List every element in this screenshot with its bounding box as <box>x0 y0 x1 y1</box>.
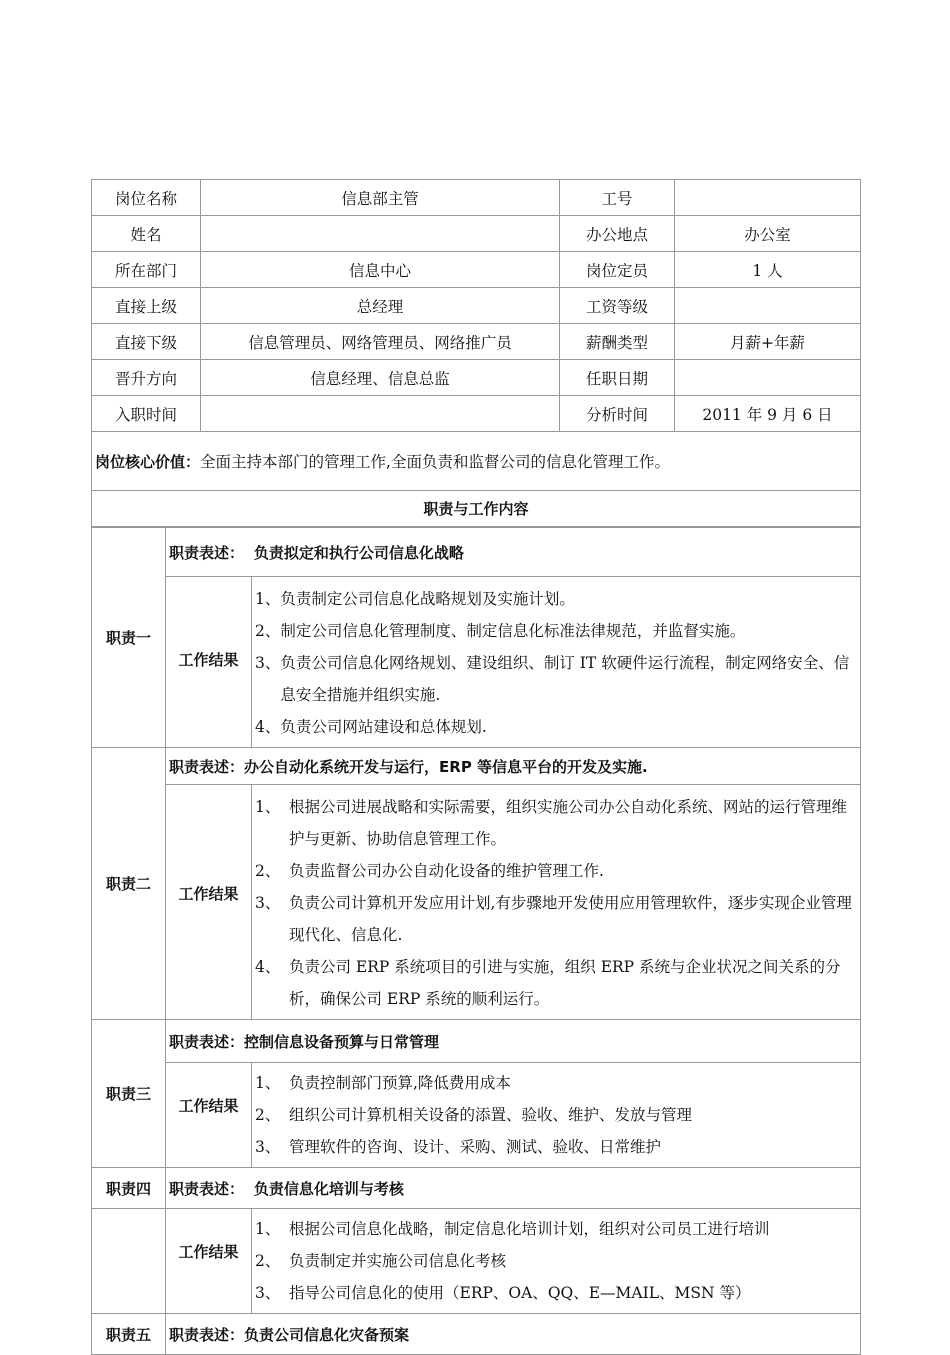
duty-description <box>166 1314 861 1355</box>
duty-name: 职责五 <box>92 1314 166 1355</box>
duty-row <box>92 748 861 785</box>
duty-description <box>166 528 861 577</box>
field-value <box>675 288 861 324</box>
item-text: 管理软件的咨询、设计、采购、测试、验收、日常维护 <box>289 1138 662 1156</box>
duty-name: 职责二 <box>92 748 166 1020</box>
list-item <box>255 1213 856 1245</box>
duty-desc-text: 负责公司信息化灾备预案 <box>244 1325 410 1344</box>
result-list <box>252 1063 861 1168</box>
item-number: 4、 <box>255 718 281 736</box>
result-label-cell <box>166 1063 252 1168</box>
item-number: 1、 <box>255 590 281 608</box>
item-text: 负责监督公司办公自动化设备的维护管理工作. <box>289 862 604 880</box>
field-label: 岗位名称 <box>92 180 201 216</box>
list-item <box>255 615 856 647</box>
item-number: 3、 <box>255 1284 281 1302</box>
field-value: 信息管理员、网络管理员、网络推广员 <box>201 324 560 360</box>
item-number: 3、 <box>255 894 281 912</box>
item-number: 4、 <box>255 958 281 976</box>
duty-description <box>166 1168 861 1209</box>
info-row <box>92 288 861 324</box>
result-label: 工作结果 <box>178 885 239 903</box>
item-text: 负责公司信息化网络规划、建设组织、制订 IT 软硬件运行流程，制定网络安全、信息安全措施并组织实施. <box>280 654 850 704</box>
result-label: 工作结果 <box>178 1097 239 1115</box>
duty-row <box>92 1020 861 1063</box>
duty-desc-text: 负责信息化培训与考核 <box>253 1179 404 1198</box>
duty-name: 职责三 <box>92 1020 166 1168</box>
list-item <box>255 1131 856 1163</box>
info-row <box>92 360 861 396</box>
list-item <box>255 1277 856 1309</box>
item-text: 负责制定公司信息化战略规划及实施计划。 <box>280 590 575 608</box>
result-label: 工作结果 <box>178 651 239 669</box>
item-number: 2、 <box>255 622 281 640</box>
field-label: 直接下级 <box>92 324 201 360</box>
field-label: 任职日期 <box>560 360 675 396</box>
duty-desc-label: 职责表述： <box>169 543 245 562</box>
field-value <box>201 396 560 432</box>
empty-cell <box>92 1209 166 1314</box>
field-value: 1 人 <box>675 252 861 288</box>
result-list <box>252 577 861 748</box>
duty-description <box>166 748 861 785</box>
duty-desc-label: 职责表述： <box>169 1032 245 1051</box>
item-text: 负责公司计算机开发应用计划,有步骤地开发使用应用管理软件，逐步实现企业管理现代化、信息化. <box>289 894 852 944</box>
field-label: 姓名 <box>92 216 201 252</box>
result-label-cell <box>166 785 252 1020</box>
list-item <box>255 583 856 615</box>
result-label-cell <box>166 1209 252 1314</box>
field-value: 信息部主管 <box>201 180 560 216</box>
info-row <box>92 396 861 432</box>
info-row <box>92 180 861 216</box>
field-value: 办公室 <box>675 216 861 252</box>
list-item <box>255 791 856 855</box>
item-text: 负责公司 ERP 系统项目的引进与实施，组织 ERP 系统与企业状况之间关系的分析，确保公司 ERP 系统的顺利运行。 <box>289 958 841 1008</box>
item-text: 负责制定并实施公司信息化考核 <box>289 1252 507 1270</box>
duty-desc-text: 控制信息设备预算与日常管理 <box>244 1032 440 1051</box>
item-number: 3、 <box>255 654 281 672</box>
list-item <box>255 887 856 951</box>
item-text: 根据公司信息化战略，制定信息化培训计划，组织对公司员工进行培训 <box>289 1220 770 1238</box>
duty-row <box>92 1168 861 1209</box>
field-value <box>201 216 560 252</box>
item-text: 负责公司网站建设和总体规划. <box>280 718 487 736</box>
field-label: 分析时间 <box>560 396 675 432</box>
core-value-text: 全面主持本部门的管理工作,全面负责和监督公司的信息化管理工作。 <box>200 453 670 471</box>
result-label-cell <box>166 577 252 748</box>
item-number: 1、 <box>255 1220 281 1238</box>
duty-result-row <box>92 1209 861 1314</box>
field-value: 总经理 <box>201 288 560 324</box>
list-item <box>255 855 856 887</box>
field-label: 工资等级 <box>560 288 675 324</box>
item-number: 2、 <box>255 1106 281 1124</box>
field-label: 办公地点 <box>560 216 675 252</box>
basic-info-table <box>91 179 861 527</box>
result-list <box>252 1209 861 1314</box>
field-label: 直接上级 <box>92 288 201 324</box>
duty-desc-label: 职责表述： <box>169 1179 245 1198</box>
item-text: 根据公司进展战略和实际需要，组织实施公司办公自动化系统、网站的运行管理维护与更新、协助信息管理工作。 <box>289 798 848 848</box>
section-title: 职责与工作内容 <box>92 491 861 527</box>
duty-row <box>92 1314 861 1355</box>
item-text: 制定公司信息化管理制度、制定信息化标准法律规范，并监督实施。 <box>280 622 746 640</box>
list-item <box>255 1099 856 1131</box>
item-number: 1、 <box>255 798 281 816</box>
result-list <box>252 785 861 1020</box>
field-label: 工号 <box>560 180 675 216</box>
info-row <box>92 216 861 252</box>
field-value: 信息中心 <box>201 252 560 288</box>
field-label: 薪酬类型 <box>560 324 675 360</box>
field-value <box>675 360 861 396</box>
list-item <box>255 951 856 1015</box>
item-number: 2、 <box>255 862 281 880</box>
core-value-row <box>92 432 861 491</box>
field-label: 岗位定员 <box>560 252 675 288</box>
item-text: 负责控制部门预算,降低费用成本 <box>289 1074 511 1092</box>
field-value: 信息经理、信息总监 <box>201 360 560 396</box>
result-label: 工作结果 <box>178 1243 239 1261</box>
field-label: 所在部门 <box>92 252 201 288</box>
core-value-label: 岗位核心价值： <box>95 453 201 471</box>
job-description-document <box>91 179 860 1355</box>
duty-description <box>166 1020 861 1063</box>
item-number: 1、 <box>255 1074 281 1092</box>
duty-desc-text: 办公自动化系统开发与运行，ERP 等信息平台的开发及实施. <box>244 757 648 776</box>
core-value-cell <box>92 432 861 491</box>
section-title-row <box>92 491 861 527</box>
duties-table <box>91 527 861 1355</box>
list-item <box>255 647 856 711</box>
item-number: 3、 <box>255 1138 281 1156</box>
duty-result-row <box>92 785 861 1020</box>
duty-desc-label: 职责表述： <box>169 1325 245 1344</box>
duty-result-row <box>92 577 861 748</box>
item-number: 2、 <box>255 1252 281 1270</box>
field-value: 月薪+年薪 <box>675 324 861 360</box>
info-row <box>92 324 861 360</box>
duty-desc-text: 负责拟定和执行公司信息化战略 <box>253 543 464 562</box>
info-row <box>92 252 861 288</box>
duty-name: 职责一 <box>92 528 166 748</box>
list-item <box>255 711 856 743</box>
duty-desc-label: 职责表述： <box>169 757 245 776</box>
item-text: 指导公司信息化的使用（ERP、OA、QQ、E—MAIL、MSN 等） <box>289 1284 751 1302</box>
duty-row <box>92 528 861 577</box>
field-value: 2011 年 9 月 6 日 <box>675 396 861 432</box>
field-label: 入职时间 <box>92 396 201 432</box>
field-label: 晋升方向 <box>92 360 201 396</box>
item-text: 组织公司计算机相关设备的添置、验收、维护、发放与管理 <box>289 1106 693 1124</box>
list-item <box>255 1067 856 1099</box>
list-item <box>255 1245 856 1277</box>
duty-name: 职责四 <box>92 1168 166 1209</box>
duty-result-row <box>92 1063 861 1168</box>
field-value <box>675 180 861 216</box>
